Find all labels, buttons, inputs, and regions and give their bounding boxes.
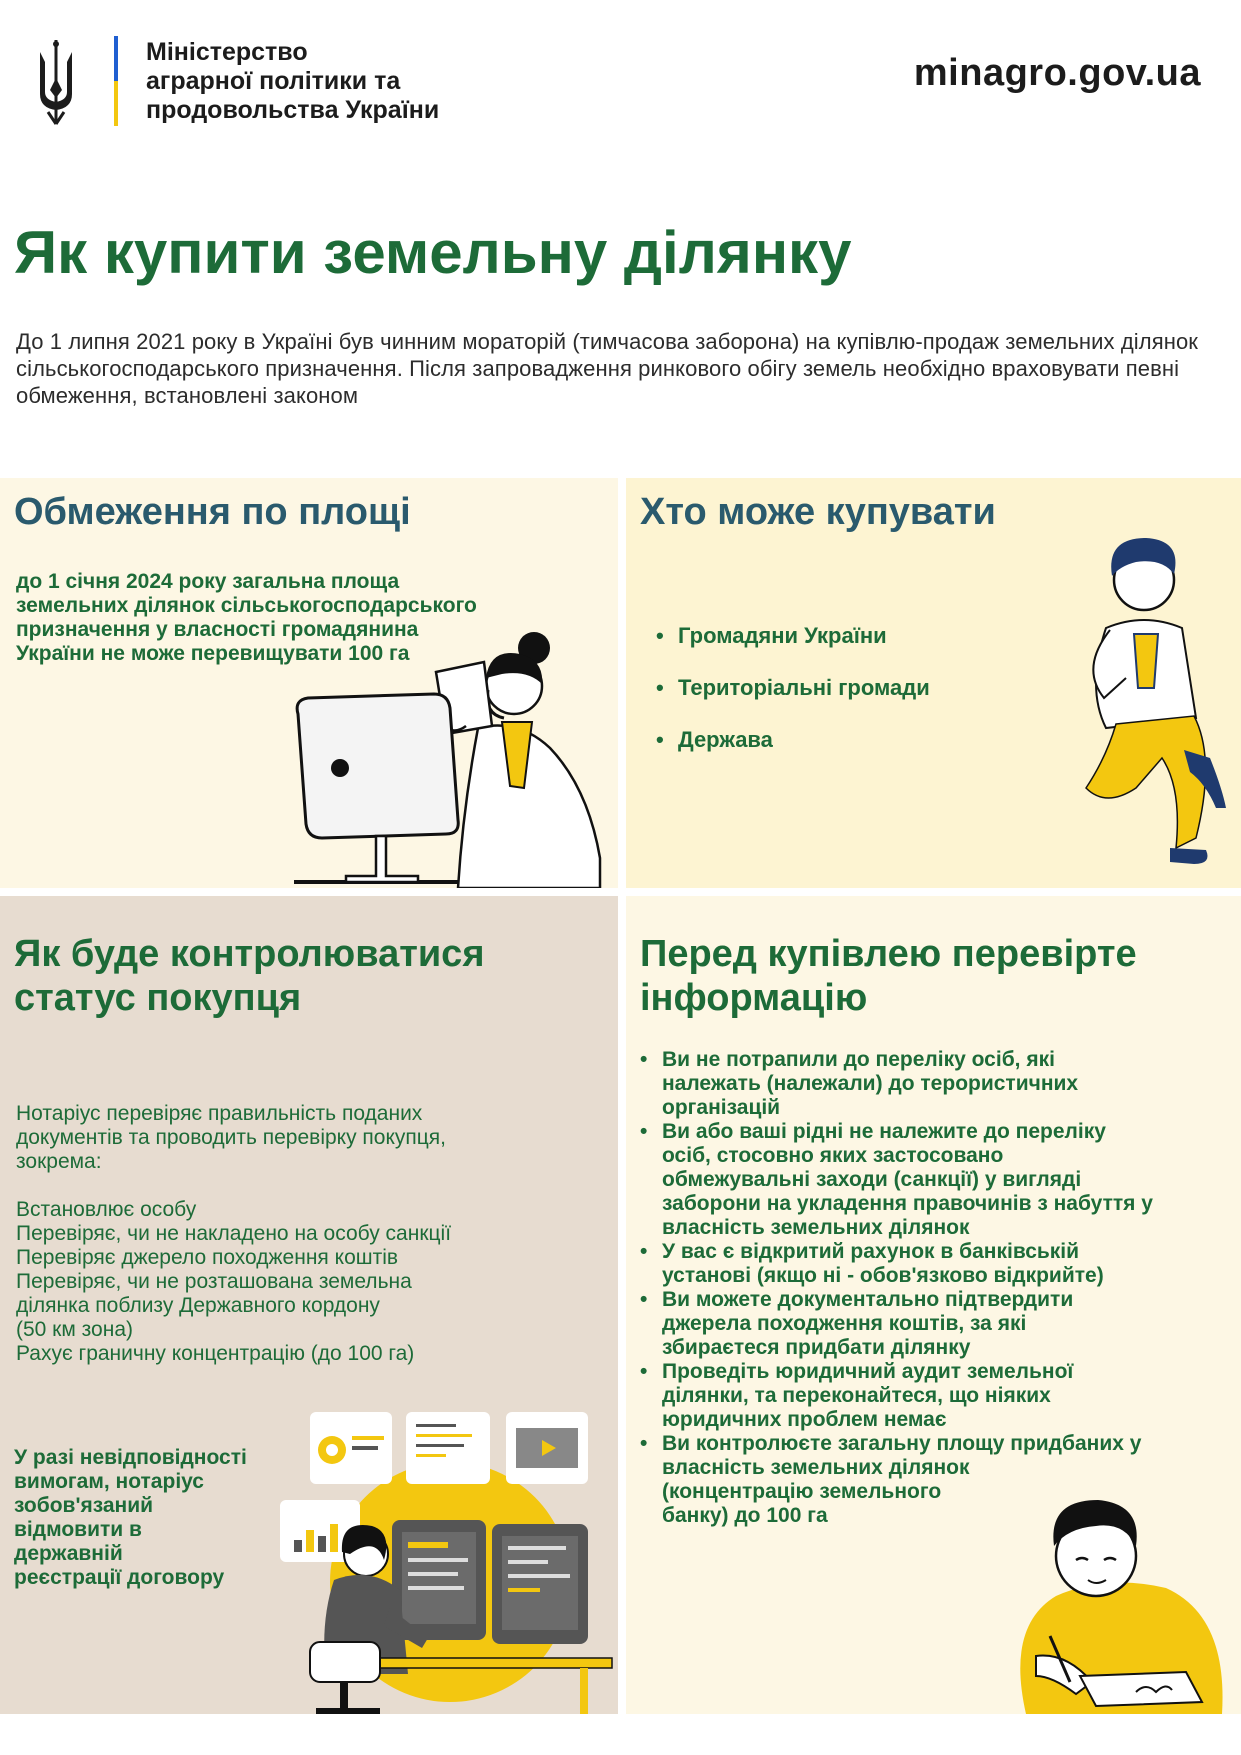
text-line: установі (якщо ні - обов'язково відкрийте) bbox=[662, 1264, 1104, 1287]
text-line: організацій bbox=[662, 1096, 781, 1119]
text-line: власність земельних ділянок bbox=[662, 1216, 970, 1239]
text-line: юридичних проблем немає bbox=[662, 1408, 947, 1431]
ua-flag-bar bbox=[114, 36, 118, 126]
buyer-status-panel bbox=[0, 896, 618, 1714]
text-line: державній bbox=[14, 1542, 123, 1565]
text-line: (концентрацію земельного bbox=[662, 1480, 942, 1503]
text-line: ділянка поблизу Державного кордону bbox=[16, 1294, 380, 1317]
office-worker-illustration bbox=[280, 1412, 616, 1714]
trident-emblem-icon bbox=[34, 38, 78, 126]
who-can-buy-panel bbox=[626, 478, 1241, 888]
text-line: збираєтеся придбати ділянку bbox=[662, 1336, 971, 1359]
page-title: Як купити земельну ділянку bbox=[14, 219, 852, 286]
text-line: відмовити в bbox=[14, 1518, 142, 1541]
text-line: зобов'язаний bbox=[14, 1494, 154, 1517]
heading-line: Перед купівлею перевірте bbox=[640, 933, 1137, 975]
heading-line: статус покупця bbox=[14, 977, 302, 1019]
text-line: Перевіряє, чи не розташована земельна bbox=[16, 1270, 412, 1293]
list-item bbox=[640, 1288, 1153, 1360]
website-link[interactable]: minagro.gov.ua bbox=[913, 52, 1201, 94]
text-line: Перевіряє, чи не накладено на особу санкції bbox=[16, 1222, 452, 1245]
refusal-note bbox=[14, 1446, 247, 1590]
list-item: • Територіальні громади bbox=[656, 675, 930, 700]
list-item bbox=[640, 1120, 1153, 1240]
intro-paragraph: До 1 липня 2021 року в Україні був чинним мораторій (тимчасова заборона) на купівлю-продаж земельних ділянок сільськогосподарського призначення. Після запровадження ринкового обігу земель необхідно враховувати певні обмеження, встановлені законом bbox=[16, 329, 1199, 408]
area-limit-panel bbox=[0, 478, 618, 888]
operator-illustration bbox=[288, 618, 618, 888]
text-line: банку) до 100 га bbox=[662, 1504, 828, 1527]
list-item: • Держава bbox=[656, 727, 930, 752]
text-line: Встановлює особу bbox=[16, 1198, 197, 1221]
list-item: • Громадяни України bbox=[656, 623, 930, 648]
list-item bbox=[640, 1240, 1153, 1288]
text-line: заборони на укладення правочинів з набуття у bbox=[662, 1192, 1153, 1215]
text-line: Рахує граничну концентрацію (до 100 га) bbox=[16, 1342, 415, 1365]
text-line: ділянки, та переконайтеся, що ніяких bbox=[662, 1384, 1051, 1407]
before-purchase-heading bbox=[640, 932, 1137, 1020]
text-line: зокрема: bbox=[16, 1150, 102, 1173]
area-limit-heading: Обмеження по площі bbox=[14, 491, 411, 533]
buyer-status-heading bbox=[14, 932, 485, 1020]
heading-line: інформацію bbox=[640, 977, 868, 1019]
text-line: • У вас є відкритий рахунок в банківській bbox=[662, 1240, 1080, 1263]
text-line: (50 км зона) bbox=[16, 1318, 133, 1341]
heading-line: Як буде контролюватися bbox=[14, 933, 485, 975]
text-line: обмежувальні заходи (санкції) у вигляді bbox=[662, 1168, 1082, 1191]
list-item bbox=[640, 1048, 1153, 1120]
ministry-line: Міністерство bbox=[146, 38, 308, 66]
citizen-illustration bbox=[1066, 518, 1236, 888]
area-limit-text: до 1 січня 2024 року загальна площа земельних ділянок сільськогосподарського призначення у власності громадянина України не може перевищувати 100 га bbox=[16, 570, 477, 665]
text-line: • Проведіть юридичний аудит земельної bbox=[662, 1360, 1074, 1383]
text-line: вимогам, нотаріус bbox=[14, 1470, 204, 1493]
text-line: реєстрації договору bbox=[14, 1566, 225, 1589]
ministry-line: продовольства України bbox=[146, 96, 440, 124]
text-line: власність земельних ділянок bbox=[662, 1456, 970, 1479]
notary-intro bbox=[16, 1102, 446, 1174]
text-line: джерела походження коштів, за які bbox=[662, 1312, 1027, 1335]
text-line: У разі невідповідності bbox=[14, 1446, 247, 1469]
text-line: Перевіряє джерело походження коштів bbox=[16, 1246, 399, 1269]
signing-man-illustration bbox=[996, 1456, 1236, 1714]
ministry-name bbox=[146, 38, 439, 125]
text-line: Нотаріус перевіряє правильність поданих bbox=[16, 1102, 423, 1125]
text-line: документів та проводить перевірку покупця, bbox=[16, 1126, 446, 1149]
ministry-line: аграрної політики та bbox=[146, 67, 401, 95]
text-line: • Ви або ваші рідні не належите до переліку bbox=[662, 1120, 1106, 1143]
text-line: • Ви можете документально підтвердити bbox=[662, 1288, 1074, 1311]
who-can-buy-heading: Хто може купувати bbox=[640, 491, 996, 533]
list-item bbox=[640, 1360, 1153, 1432]
text-line: • Ви контролюєте загальну площу придбаних у bbox=[662, 1432, 1142, 1455]
text-line: • Ви не потрапили до переліку осіб, які bbox=[662, 1048, 1055, 1071]
who-can-buy-list bbox=[656, 623, 930, 779]
before-purchase-panel bbox=[626, 896, 1241, 1714]
text-line: належать (належали) до терористичних bbox=[662, 1072, 1079, 1095]
text-line: осіб, стосовно яких застосовано bbox=[662, 1144, 1004, 1167]
notary-checks bbox=[16, 1198, 451, 1366]
